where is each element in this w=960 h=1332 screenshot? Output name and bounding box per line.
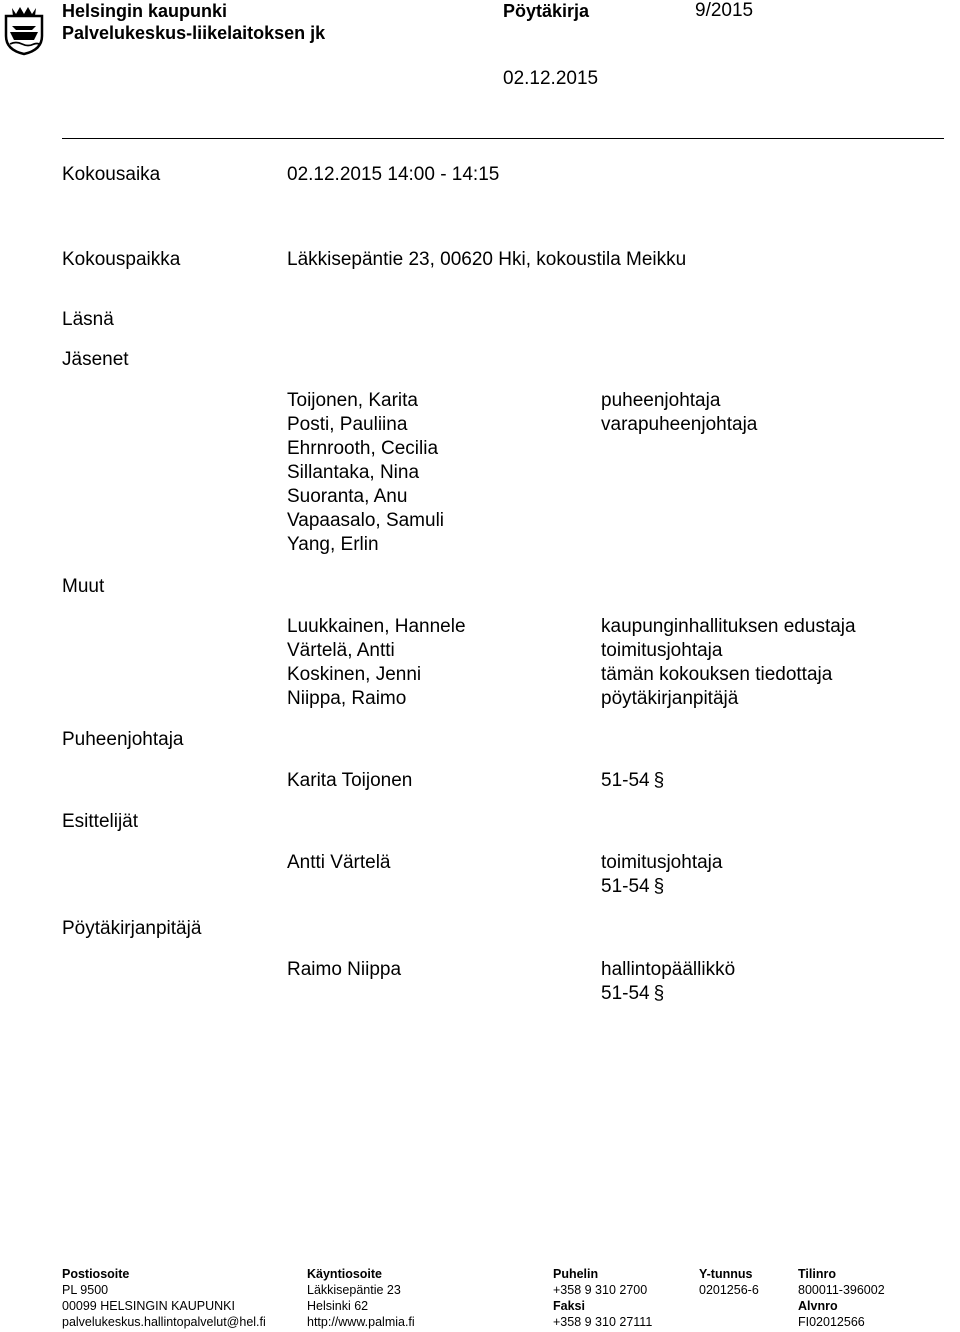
secretary-sections (601, 982, 735, 1006)
other-name: Koskinen, Jenni (287, 664, 422, 685)
presenter-details (601, 851, 722, 899)
footer-alv-value: FI02012566 (798, 1315, 865, 1329)
footer-ytunnus-value: 0201256-6 (699, 1283, 759, 1297)
footer-email-link[interactable]: palvelukeskus.hallintopalvelut@hel.fi (62, 1315, 266, 1329)
presenter-section-range: 51-54 (601, 876, 650, 897)
footer-website-link[interactable]: http://www.palmia.fi (307, 1315, 415, 1329)
meeting-place-value: Läkkisepäntie 23, 00620 Hki, kokoustila Meikku (287, 249, 687, 270)
footer-ytunnus-heading: Y-tunnus (699, 1267, 753, 1281)
footer-visit (307, 1266, 415, 1330)
footer-visit-line: Helsinki 62 (307, 1299, 369, 1313)
secretary-details (601, 958, 735, 1006)
section-sign: § (653, 770, 665, 791)
presenter-name: Antti Värtelä (287, 852, 391, 873)
helsinki-crest-logo (2, 2, 46, 56)
other-name: Luukkainen, Hannele (287, 616, 466, 637)
member-role: varapuheenjohtaja (601, 414, 758, 435)
chair-name: Karita Toijonen (287, 770, 413, 791)
footer-tilinro-value: 800011-396002 (798, 1283, 885, 1297)
doc-type: Pöytäkirja (503, 1, 590, 21)
footer-postal-heading: Postiosoite (62, 1267, 130, 1281)
members-roles (601, 389, 757, 437)
footer-fax-heading: Faksi (553, 1299, 585, 1313)
others-label: Muut (62, 576, 105, 597)
footer-fax-number: +358 9 310 27111 (553, 1315, 653, 1329)
members-label: Jäsenet (62, 349, 129, 370)
member-name: Vapaasalo, Samuli (287, 510, 445, 531)
others-roles (601, 615, 856, 711)
secretary-name: Raimo Niippa (287, 959, 402, 980)
section-sign: § (653, 983, 665, 1004)
city-name: Helsingin kaupunki (62, 1, 228, 21)
meeting-time-value: 02.12.2015 14:00 - 14:15 (287, 164, 500, 185)
meeting-place-label: Kokouspaikka (62, 249, 181, 270)
footer-postal-line: 00099 HELSINGIN KAUPUNKI (62, 1299, 235, 1313)
doc-date: 02.12.2015 (503, 68, 599, 89)
footer-alv-heading: Alvnro (798, 1299, 838, 1313)
footer-phone (553, 1266, 652, 1330)
member-role: puheenjohtaja (601, 390, 721, 411)
presenter-title: toimitusjohtaja (601, 852, 723, 873)
member-name: Suoranta, Anu (287, 486, 408, 507)
section-sign: § (653, 876, 665, 897)
footer-postal (62, 1266, 266, 1330)
presenters-label: Esittelijät (62, 811, 139, 832)
present-label: Läsnä (62, 309, 114, 330)
footer-postal-line: PL 9500 (62, 1283, 109, 1297)
member-name: Ehrnrooth, Cecilia (287, 438, 439, 459)
secretary-title: hallintopäällikkö (601, 959, 736, 980)
secretary-label: Pöytäkirjanpitäjä (62, 918, 202, 939)
footer-ytunnus (699, 1266, 759, 1298)
members-names (287, 389, 444, 557)
footer-visit-line: Läkkisepäntie 23 (307, 1283, 401, 1297)
secretary-section-range: 51-54 (601, 983, 650, 1004)
meeting-time-label: Kokousaika (62, 164, 161, 185)
other-name: Värtelä, Antti (287, 640, 395, 661)
chair-section-range: 51-54 (601, 770, 650, 791)
unit-name: Palvelukeskus-liikelaitoksen jk (62, 23, 326, 43)
presenter-sections (601, 875, 722, 899)
other-role: toimitusjohtaja (601, 640, 723, 661)
other-role: kaupunginhallituksen edustaja (601, 616, 856, 637)
member-name: Sillantaka, Nina (287, 462, 420, 483)
other-role: pöytäkirjanpitäjä (601, 688, 739, 709)
footer-tilinro-heading: Tilinro (798, 1267, 836, 1281)
doc-number: 9/2015 (695, 0, 754, 21)
chair-label: Puheenjohtaja (62, 729, 184, 750)
other-name: Niippa, Raimo (287, 688, 407, 709)
footer-tilinro (798, 1266, 885, 1330)
footer-phone-number: +358 9 310 2700 (553, 1283, 648, 1297)
footer-phone-heading: Puhelin (553, 1267, 599, 1281)
other-role: tämän kokouksen tiedottaja (601, 664, 833, 685)
member-name: Yang, Erlin (287, 534, 379, 555)
chair-sections (601, 769, 664, 793)
others-names (287, 615, 466, 711)
member-name: Posti, Pauliina (287, 414, 408, 435)
header-rule (62, 138, 944, 139)
member-name: Toijonen, Karita (287, 390, 418, 411)
footer-visit-heading: Käyntiosoite (307, 1267, 383, 1281)
